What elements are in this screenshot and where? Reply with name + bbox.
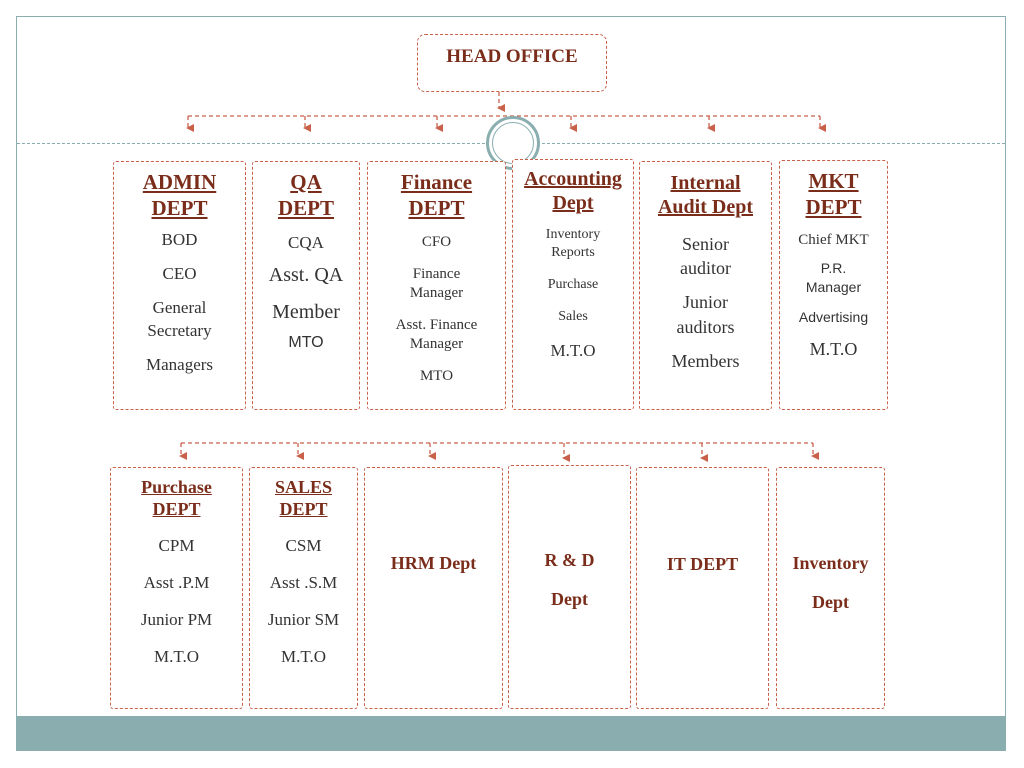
dept-item: CFO	[421, 234, 452, 251]
dept-box-purchase	[110, 467, 243, 709]
dept-item: Finance Manager	[409, 265, 464, 302]
dept-item: MTO	[288, 334, 324, 352]
dept-box-it	[636, 467, 769, 709]
dept-item: Senior auditor	[680, 233, 731, 279]
dept-title: ADMIN DEPT	[142, 170, 217, 220]
dept-item: Asst. QA	[268, 264, 344, 287]
dept-box-accounting	[512, 159, 634, 410]
dept-item: Members	[671, 350, 740, 371]
dept-item: BOD	[161, 230, 198, 250]
dept-box-inventory	[776, 467, 885, 709]
dept-item: CSM	[285, 535, 322, 555]
dept-name: HRM Dept	[390, 553, 477, 573]
dept-box-mkt	[779, 160, 888, 410]
dept-name: Inventory	[792, 553, 869, 573]
dept-item: Junior PM	[140, 610, 213, 630]
dept-name: IT DEPT	[666, 554, 739, 574]
dept-box-sales	[249, 467, 358, 709]
head-office-title: HEAD OFFICE	[446, 46, 578, 67]
dept-item: CEO	[162, 264, 197, 284]
dept-item: Inventory Reports	[545, 226, 601, 260]
dept-item: MTO	[419, 367, 454, 384]
dept-item: Advertising	[798, 309, 869, 325]
dept-item: Chief MKT	[798, 232, 869, 249]
dept-title: QA DEPT	[277, 170, 334, 220]
dept-item: Asst .S.M	[269, 573, 338, 592]
dept-item: M.T.O	[280, 647, 326, 667]
dept-item: CQA	[288, 233, 324, 253]
dept-item: M.T.O	[809, 339, 858, 359]
dept-box-qa	[252, 161, 360, 410]
dept-name: R & D	[544, 550, 595, 570]
dept-title: Internal Audit Dept	[657, 172, 753, 219]
dept-item: Member	[272, 301, 340, 324]
dept-item: Purchase	[547, 277, 599, 293]
dept-title: Finance DEPT	[400, 170, 473, 220]
dept-item: Junior SM	[267, 610, 340, 630]
dept-item: Asst. Finance Manager	[395, 316, 478, 353]
dept-item: Managers	[145, 354, 214, 374]
dept-item: M.T.O	[550, 340, 596, 360]
dept-name: Dept	[812, 592, 849, 612]
dept-box-internal-audit	[639, 161, 772, 410]
dept-title: Purchase DEPT	[141, 477, 212, 519]
dept-box-rnd	[508, 465, 631, 709]
dept-item: M.T.O	[153, 647, 199, 667]
dept-item: Junior auditors	[676, 292, 735, 337]
dept-box-finance	[367, 161, 506, 410]
dept-title: SALES DEPT	[274, 477, 333, 519]
dept-item: P.R. Manager	[805, 260, 862, 296]
dept-item: CPM	[158, 535, 195, 555]
dept-item: Sales	[558, 309, 588, 325]
head-office-box	[417, 34, 607, 92]
dept-title: Accounting Dept	[524, 168, 622, 215]
dept-title: MKT DEPT	[805, 169, 862, 219]
dept-item: General Secretary	[147, 298, 212, 341]
dept-box-hrm	[364, 467, 503, 709]
dept-box-admin	[113, 161, 246, 410]
dept-name: Dept	[551, 589, 588, 609]
dept-item: Asst .P.M	[143, 573, 210, 592]
